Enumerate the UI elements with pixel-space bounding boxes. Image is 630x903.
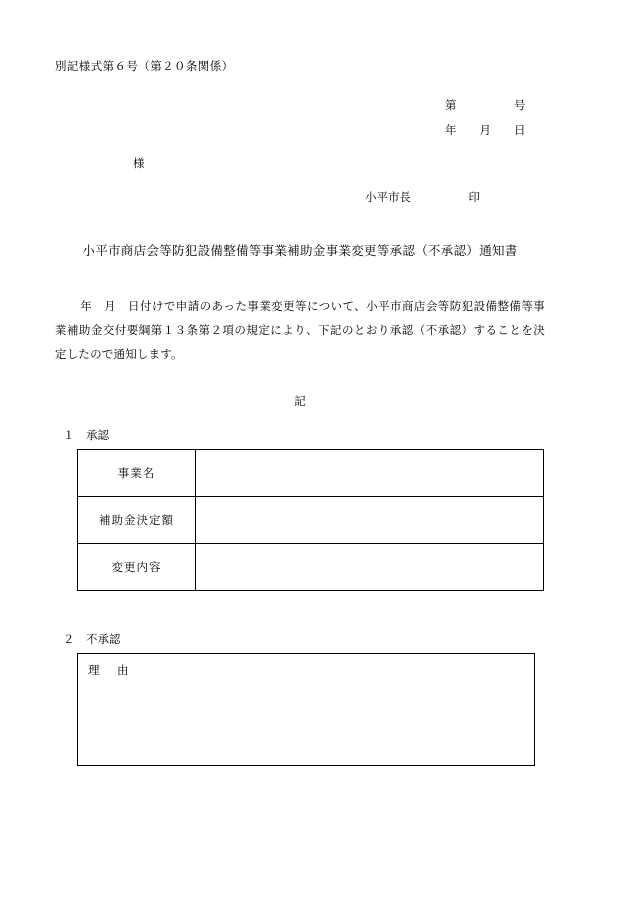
table-row-label: 変更内容 — [78, 544, 196, 591]
ki-marker: 記 — [294, 396, 306, 409]
addressee-line: 様 — [133, 157, 145, 170]
issuer-line: 小平市長 印 — [365, 191, 480, 204]
document-title: 小平市商店会等防犯設備整備等事業補助金事業変更等承認（不承認）通知書 — [82, 243, 518, 258]
reason-label: 理 由 — [88, 665, 132, 678]
table-row-label: 補助金決定額 — [78, 497, 196, 544]
table-row — [78, 544, 544, 591]
section-label-disapproval: ２ 不承認 — [63, 634, 121, 647]
table-row-value[interactable] — [196, 497, 544, 544]
table-row-label: 事業名 — [78, 450, 196, 497]
table-row — [78, 450, 544, 497]
section-label-approval: １ 承認 — [63, 430, 109, 443]
document-body — [55, 58, 545, 766]
form-number: 別記様式第６号（第２０条関係） — [55, 61, 234, 73]
table-row — [78, 497, 544, 544]
table-row-value[interactable] — [196, 450, 544, 497]
reason-box[interactable] — [77, 653, 535, 766]
approval-table — [77, 449, 544, 591]
document-number-line: 第 号 — [445, 100, 526, 113]
document-number-date-block — [445, 94, 565, 142]
document-date-line: 年 月 日 — [445, 124, 526, 137]
table-row-value[interactable] — [196, 544, 544, 591]
section-spacer — [55, 591, 545, 613]
body-paragraph: 年 月 日付けで申請のあった事業変更等について、小平市商店会等防犯設備整備等事業補助金交付要綱第１３条第２項の規定により、下記のとおり承認（不承認）することを決定したので通知します。 — [55, 300, 545, 361]
